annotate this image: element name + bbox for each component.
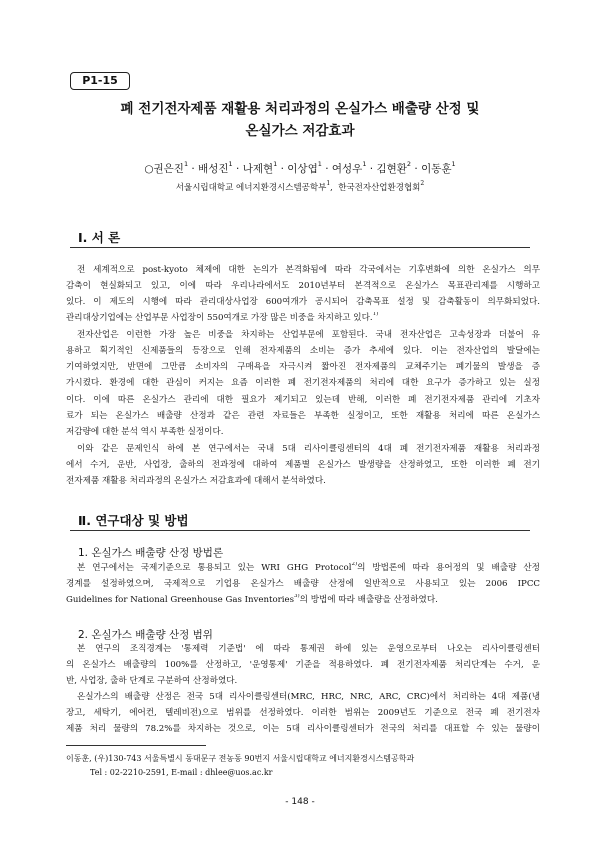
scope-line: 의 온실가스 배출량의 100%를 산정하고, '운영통제' 기준을 적용하였다. 폐 전기전자제품 처리단계는 수거, 운 (66, 660, 540, 670)
method-line: 본 연구에서는 국제기준으로 통용되고 있는 WRI GHG Protocol$^{2)}$의 방법론에 따라 용어정의 및 배출량 산정 (77, 562, 540, 573)
intro-line: 관리대상기업에는 산업부문 사업장이 550여개로 가장 많은 비중을 차지하고 있다.$^{1)}$ (66, 312, 379, 323)
method-line: Guidelines for National Greenhouse Gas Inventories$^{3)}$의 방법에 따라 배출량을 산정하였다. (66, 594, 438, 605)
intro-line: 이와 같은 문제인식 하에 본 연구에서는 국내 5대 리사이클링센터의 4대 폐 전기전자제품 재활용 처리과정 (77, 444, 540, 454)
author: 이동훈$^1$ (421, 160, 456, 175)
affiliations: 서울시립대학교 에너지환경시스템공학부$^1$, 한국전자산업환경협회$^2$ (175, 180, 425, 193)
scope-line: 반, 사업장, 출하 단계로 구분하여 산정하였다. (66, 676, 238, 686)
author-list: ○권은진$^1$ · 배성진$^1$ · 나제현$^1$ · 이상엽$^1$ · 여성우$^1$ · 김현환$^2$ · 이동훈$^1$ (144, 160, 456, 175)
intro-line: 기여하였지만, 반면에 그만큼 소비자의 구매욕을 자극시켜 짧아진 전자제품의 교체주기는 폐기물의 발생을 증 (66, 362, 540, 372)
intro-line: 감축이 현실화되고 있고, 이에 따라 우리나라에서도 2010년부터 본격적으로 온실가스 목표관리제를 시행하고 (66, 281, 540, 291)
citation-ref: 2) (351, 562, 358, 567)
title-line-2: 온실가스 저감효과 (245, 123, 355, 139)
citation-ref: 3) (294, 594, 300, 599)
author: 여성우$^1$ (331, 160, 367, 175)
footnote-contact: Tel : 02-2210-2591, E-mail : dhlee@uos.ac.kr (90, 768, 273, 777)
scope-line: 본 연구의 조직경계는 '통제력 기준법' 에 따라 통제권 하에 있는 운영으로부터 나오는 리사이클링센터 (77, 644, 540, 654)
section-heading-method: Ⅱ. 연구대상 및 방법 (70, 508, 530, 531)
intro-line: 전자산업은 이런한 가장 높은 비중을 차지하는 산업부문에 포함된다. 국내 전자산업은 고속성장과 더불어 유 (77, 330, 540, 340)
section-heading-intro: Ⅰ. 서 론 (70, 225, 530, 248)
author: ○권은진$^1$ (144, 160, 189, 175)
scope-line: 온실가스의 배출량 산정은 전국 5대 리사이클링센터(MRC, HRC, NRC, ARC, CRC)에서 처리하는 4대 제품(냉 (77, 692, 540, 702)
intro-line: 용하고 획기적인 신제품들의 등장으로 인해 전자제품의 소비는 증가 추세에 있다. 이는 전자산업의 발달에는 (66, 346, 540, 356)
scope-line: 제품 처리 물량의 78.2%를 차지하는 것으로, 이는 5대 리사이클링센터가 전국의 처리를 대표할 수 있는 물량이 (66, 724, 540, 734)
author: 나제현$^1$ (242, 160, 278, 175)
page-number: - 148 - (285, 797, 315, 807)
intro-line: 가시켰다. 환경에 대한 관심이 커지는 요즘 이러한 폐 전기전자제품의 처리에 대한 요구가 증가하고 있는 실정 (66, 378, 540, 388)
footnote-rule (66, 745, 206, 746)
author: 김현환$^2$ (376, 160, 412, 175)
subsection-heading-2: 2. 온실가스 배출량 산정 범위 (78, 629, 213, 641)
title-line-1: 폐 전기전자제품 재활용 처리과정의 온실가스 배출량 산정 및 (120, 101, 480, 117)
author: 배성진$^1$ (198, 160, 233, 175)
method-line: 경계를 설정하였으며, 국제적으로 기업용 온실가스 배출량 산정에 일반적으로 사용되고 있는 2006 IPCC (66, 579, 540, 589)
citation-ref: 1) (372, 312, 379, 317)
intro-line: 이다. 이에 따른 온실가스 관리에 대한 필요가 제기되고 있는데 반해, 이러한 폐 전기전자제품 관리에 기초자 (66, 395, 540, 405)
poster-id-badge: P1-15 (70, 72, 130, 90)
subsection-heading-1: 1. 온실가스 배출량 산정 방법론 (78, 547, 224, 559)
author: 이상엽$^1$ (287, 160, 322, 175)
affiliation: 한국전자산업환경협회$^2$ (338, 180, 425, 193)
scope-line: 장고, 세탁기, 에어컨, 텔레비전)으로 범위를 선정하였다. 이러한 범위는 2009년도 기준으로 전국 폐 전기전자 (66, 708, 540, 718)
footnote-address: 이동훈, (우)130-743 서울특별시 동대문구 전농동 90번지 서울시립대학교 에너지환경시스템공학과 (66, 754, 415, 763)
intro-line: 전 세계적으로 post-kyoto 체제에 대한 논의가 본격화됨에 따라 각국에서는 기후변화에 의한 온실가스 의무 (77, 265, 540, 275)
intro-line: 전자제품 재활용 처리과정의 온실가스 저감효과에 대해서 분석하였다. (66, 476, 326, 486)
intro-line: 료가 되는 온실가스 배출량 산정과 같은 관련 자료들은 부족한 실정이고, 또한 재활용 처리에 따른 온실가스 (66, 411, 540, 421)
intro-line: 저감량에 대한 분석 역시 부족한 실정이다. (66, 427, 224, 437)
affiliation: 서울시립대학교 에너지환경시스템공학부$^1$ (175, 180, 331, 193)
intro-line: 있다. 이 제도의 시행에 따라 관리대상사업장 600여개가 공시되어 감축목표 설정 및 감축활동이 의무화되었다. (66, 297, 540, 307)
intro-line: 에서 수거, 운반, 사업장, 출하의 전과정에 대하여 제품별 온실가스 발생량을 산정하였고, 또한 이러한 폐 전기 (66, 460, 540, 470)
